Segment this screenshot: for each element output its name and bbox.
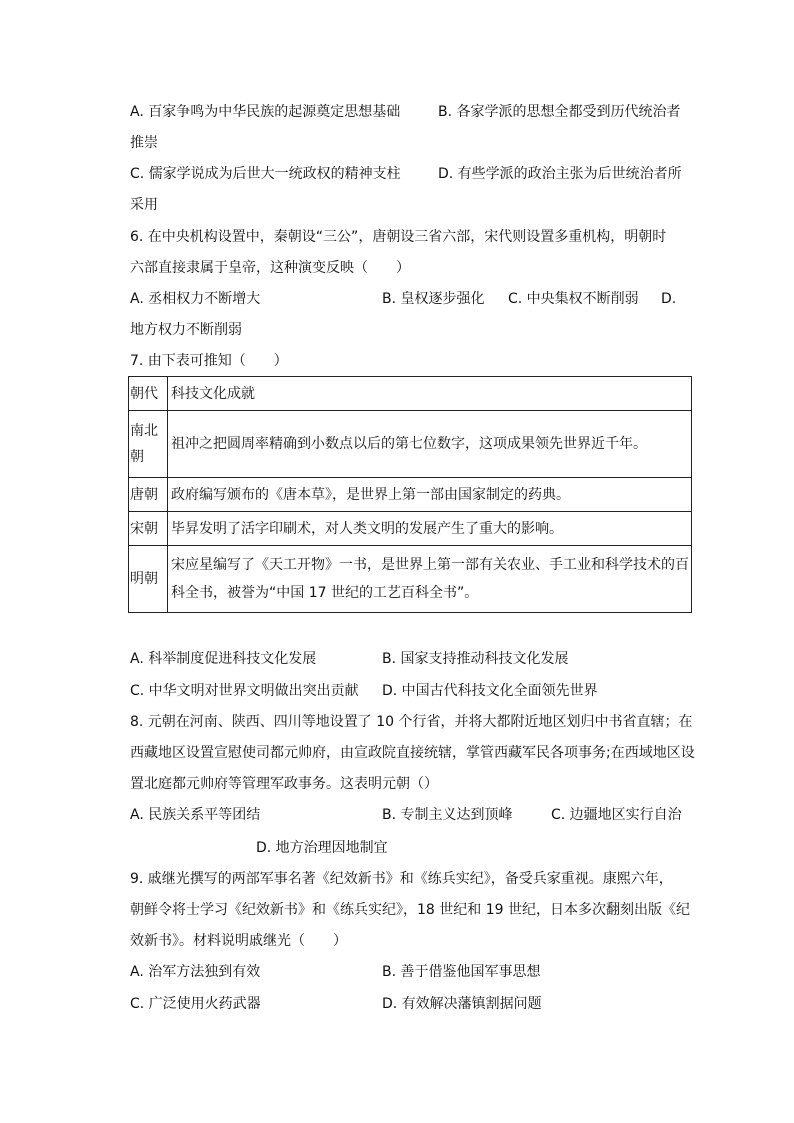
q6-option-b: B. 皇权逐步强化 <box>382 291 485 307</box>
table-header-row <box>129 377 692 411</box>
dynasty-line: 南北 <box>130 423 158 439</box>
q8-stem: 8. 元朝在河南、陕西、四川等地设置了 10 个行省，并将大都附近地区划归中书省直辖；在 <box>130 714 693 730</box>
table-cell-dynasty: 明朝 <box>129 546 168 613</box>
q8-option-a: A. 民族关系平等团结 <box>130 807 261 823</box>
q5-option-a: A. 百家争鸣为中华民族的起源奠定思想基础 <box>130 104 401 120</box>
table-cell-achievement: 毕昇发明了活字印刷术，对人类文明的发展产生了重大的影响。 <box>168 512 692 546</box>
q8-option-c: C. 边疆地区实行自治 <box>551 807 682 823</box>
table-row <box>129 512 692 546</box>
table-cell-achievement: 祖冲之把圆周率精确到小数点以后的第七位数字，这项成果领先世界近千年。 <box>168 411 692 478</box>
q6-stem-cont: 六部直接隶属于皇帝，这种演变反映（ ） <box>130 260 410 276</box>
q6-option-d: D. <box>661 291 677 307</box>
q9-stem-cont: 朝鲜令将士学习《纪效新书》和《练兵实纪》，18 世纪和 19 世纪，日本多次翻刻出版《纪 <box>130 902 690 918</box>
table-header-achievement: 科技文化成就 <box>168 377 692 411</box>
achievement-line: 科全书，被誉为“中国 17 世纪的工艺百科全书”。 <box>171 585 479 601</box>
q8-stem-cont2: 置北庭都元帅府等管理军政事务。这表明元朝（） <box>130 776 438 792</box>
q9-option-a: A. 治军方法独到有效 <box>130 964 261 980</box>
q5-option-b-cont: 推崇 <box>130 135 158 151</box>
achievement-line: 宋应星编写了《天工开物》一书，是世界上第一部有关农业、手工业和科学技术的百 <box>171 557 689 573</box>
q9-option-c: C. 广泛使用火药武器 <box>130 996 261 1012</box>
q5-option-b: B. 各家学派的思想全都受到历代统治者 <box>438 104 681 120</box>
table-cell-achievement <box>168 546 692 613</box>
table-row <box>129 546 692 613</box>
table-row <box>129 478 692 512</box>
q7-option-a: A. 科举制度促进科技文化发展 <box>130 651 317 667</box>
achievements-table <box>128 376 692 613</box>
q7-stem: 7. 由下表可推知（ ） <box>130 353 288 369</box>
table-header-dynasty: 朝代 <box>129 377 168 411</box>
q5-option-c: C. 儒家学说成为后世大一统政权的精神支柱 <box>130 166 401 182</box>
q6-stem: 6. 在中央机构设置中，秦朝设“三公”，唐朝设三省六部，宋代则设置多重机构，明朝时 <box>130 229 667 245</box>
q5-option-d: D. 有些学派的政治主张为后世统治者所 <box>438 166 682 182</box>
q6-option-a: A. 丞相权力不断增大 <box>130 291 261 307</box>
q9-option-b: B. 善于借鉴他国军事思想 <box>382 964 541 980</box>
q7-option-b: B. 国家支持推动科技文化发展 <box>382 651 569 667</box>
q9-stem: 9. 戚继光撰写的两部军事名著《纪效新书》和《练兵实纪》，备受兵家重视。康熙六年， <box>130 871 673 887</box>
table-cell-dynasty: 宋朝 <box>129 512 168 546</box>
q8-option-b: B. 专制主义达到顶峰 <box>382 807 513 823</box>
q5-option-d-cont: 采用 <box>130 197 158 213</box>
q7-option-c: C. 中华文明对世界文明做出突出贡献 <box>130 683 359 699</box>
table-cell-achievement: 政府编写颁布的《唐本草》，是世界上第一部由国家制定的药典。 <box>168 478 692 512</box>
q9-option-d: D. 有效解决藩镇割据问题 <box>382 996 542 1012</box>
table-cell-dynasty <box>129 411 168 478</box>
q6-option-d-cont: 地方权力不断削弱 <box>130 322 242 338</box>
q6-option-c: C. 中央集权不断削弱 <box>508 291 639 307</box>
q8-option-d: D. 地方治理因地制宜 <box>256 840 388 856</box>
table-cell-dynasty: 唐朝 <box>129 478 168 512</box>
table-row <box>129 411 692 478</box>
q7-option-d: D. 中国古代科技文化全面领先世界 <box>382 683 598 699</box>
q8-stem-cont: 西藏地区设置宣慰使司都元帅府，由宣政院直接统辖，掌管西藏军民各项事务;在西域地区设 <box>130 745 695 761</box>
q9-stem-cont2: 效新书》。材料说明戚继光（ ） <box>130 933 347 949</box>
dynasty-line: 朝 <box>130 449 144 465</box>
